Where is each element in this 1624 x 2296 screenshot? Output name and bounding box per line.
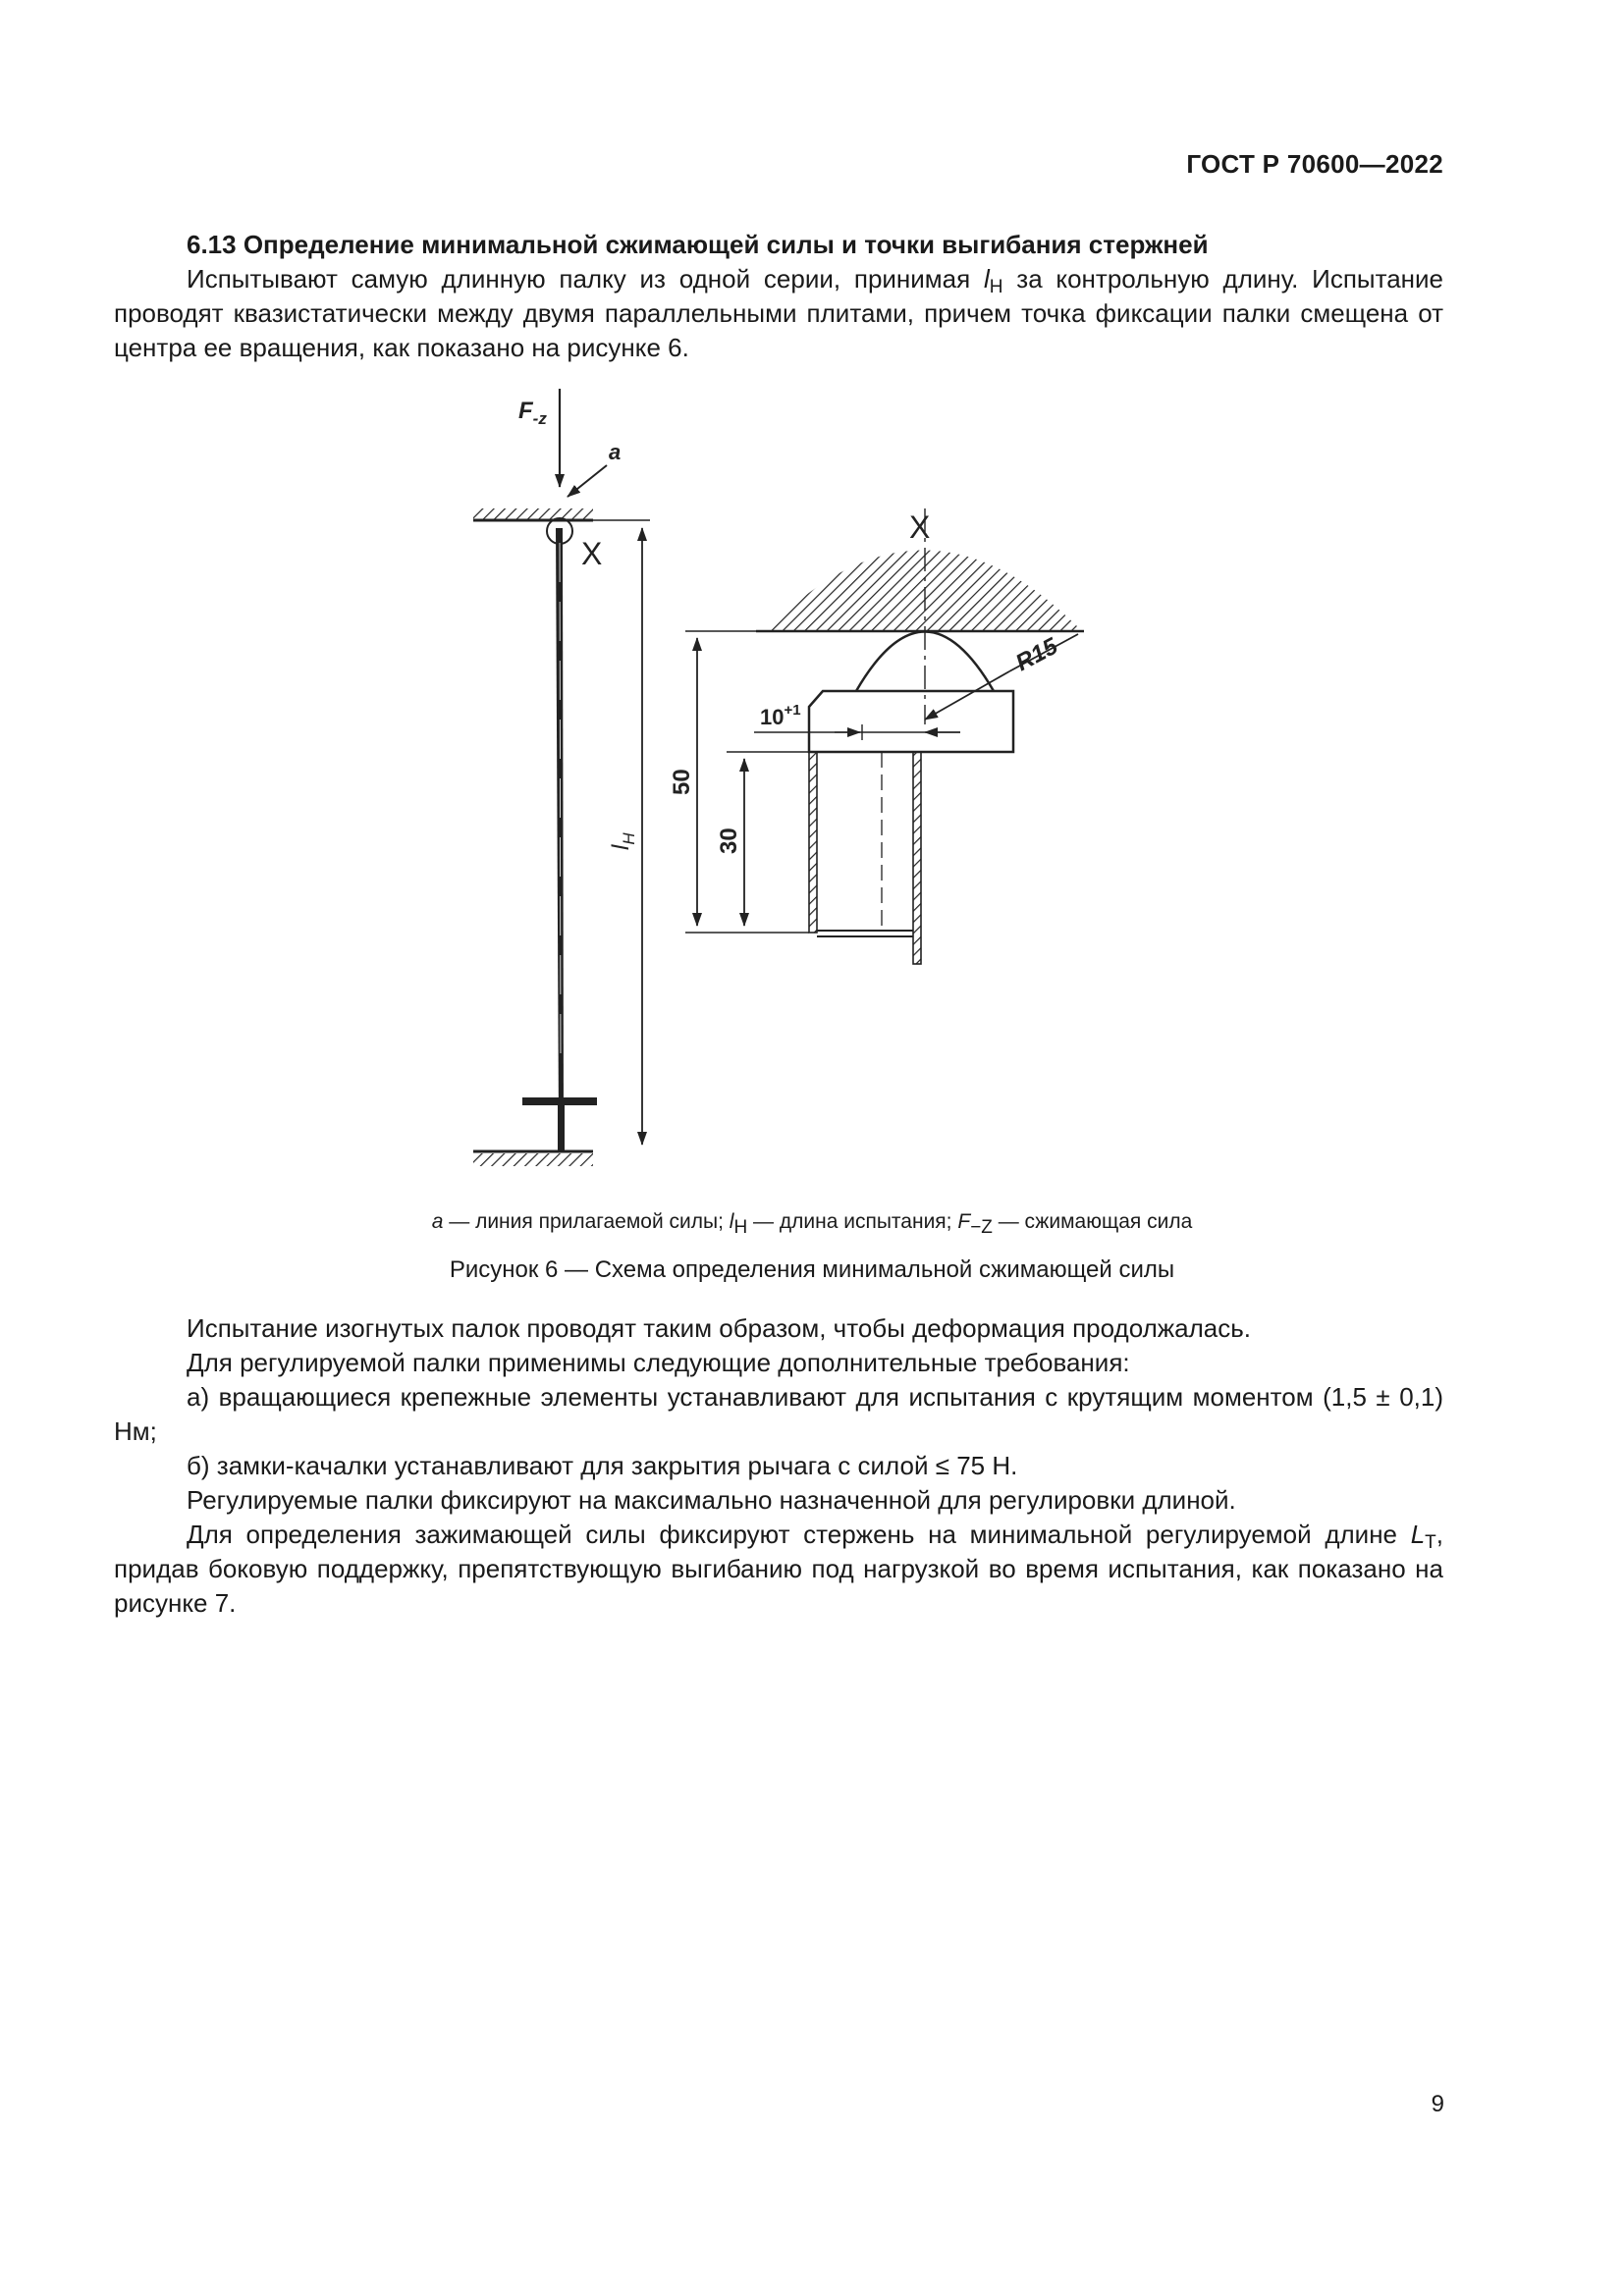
- head-plate: [809, 691, 1013, 752]
- detail-x: [669, 508, 1084, 964]
- body-list-item-b: б) замки-качалки устанавливают для закрытия рычага с силой ≤ 75 Н.: [187, 1451, 1018, 1480]
- figure-caption: Рисунок 6 — Схема определения минимальной сжимающей силы: [449, 1256, 1175, 1283]
- upper-plate-dome: [766, 551, 1082, 632]
- symbol-lt: L: [1410, 1520, 1426, 1549]
- bottom-plate-hatch: [473, 1153, 593, 1166]
- dim-30: 30: [716, 828, 742, 854]
- detail-x-label-left: X: [581, 536, 603, 571]
- intro-paragraph: Испытывают самую длинную палку из одной серии, принимая $l_Н$ за контрольную длину. Испытание проводят квазистатически между двумя параллельными плитами, причем точка фиксации палки смещена от центра ее вращения, как показано на рисунке 6.: [114, 264, 1444, 362]
- tube-right-wall: [913, 752, 921, 964]
- section-intro: [114, 228, 1443, 365]
- top-plate-hatch: [473, 508, 593, 520]
- body-paragraph-2: Для регулируемой палки применимы следующие дополнительные требования:: [187, 1348, 1130, 1377]
- tube-left-wall: [809, 752, 817, 933]
- dim-50: 50: [669, 769, 695, 795]
- body-paragraph-6: Для определения зажимающей силы фиксируют стержень на минимальной регулируемой длине $L_Т$, придав боковую поддержку, препятствующую выгибанию под нагрузкой во время испытания, как показано на рисунке 7.: [114, 1520, 1443, 1618]
- dim-lh-label: $l_Н$: [608, 832, 638, 850]
- detail-x-label: X: [909, 509, 931, 545]
- dim-10: $10^{+1}$: [760, 702, 801, 729]
- figure-legend: a — линия прилагаемой силы; $l_Н$ — длина испытания; $F_{-Z}$ — сжимающая сила: [431, 1210, 1193, 1238]
- body-paragraph-5: Регулируемые палки фиксируют на максимально назначенной для регулировки длиной.: [187, 1485, 1236, 1515]
- dim-r15: R15: [1011, 632, 1062, 677]
- label-a: a: [609, 440, 622, 464]
- overall-scheme: [473, 389, 650, 1166]
- document-header: ГОСТ Р 70600—2022: [1186, 149, 1443, 179]
- body-list-item-a: а) вращающиеся крепежные элементы устанавливают для испытания с крутящим моментом (1,5 ± 0,1) Нм;: [114, 1382, 1443, 1446]
- leader-a: [568, 465, 607, 497]
- body-text: [114, 1311, 1443, 1621]
- stick-foot: [558, 1105, 565, 1151]
- test-scheme-diagram: [432, 381, 1119, 1186]
- section-title: 6.13 Определение минимальной сжимающей силы и точки выгибания стержней: [187, 230, 1209, 259]
- stick-crossbar: [522, 1097, 597, 1105]
- symbol-l: l: [984, 264, 990, 294]
- figure-6: [432, 381, 1119, 1186]
- page-number: 9: [1431, 2091, 1444, 2117]
- force-label: $F_{-z}$: [518, 398, 547, 428]
- r15-arrow: [925, 671, 1009, 720]
- body-paragraph-1: Испытание изогнутых палок проводят таким образом, чтобы деформация продолжалась.: [187, 1313, 1252, 1343]
